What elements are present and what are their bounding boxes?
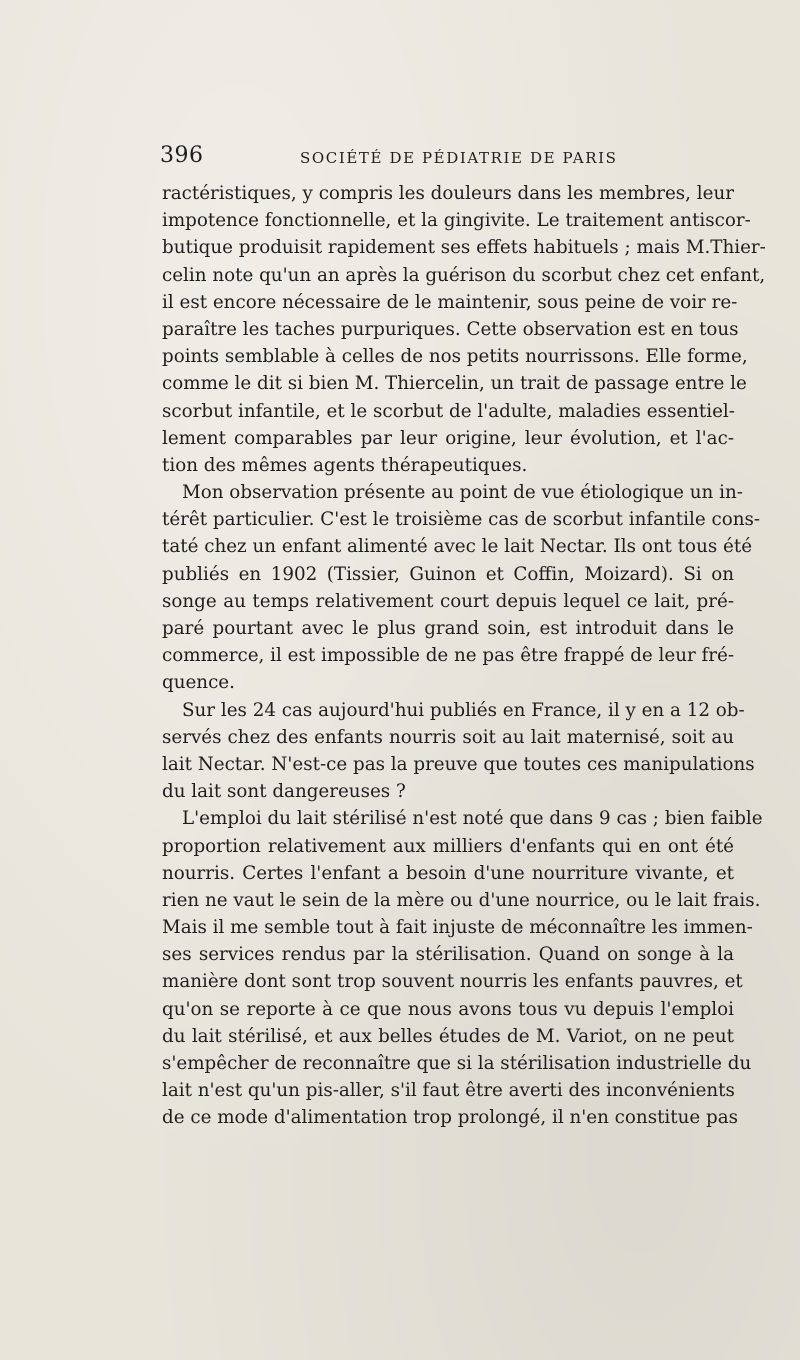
text-line: manière dont sont trop souvent nourris les enfants pauvres, et: [162, 971, 743, 993]
text-line: servés chez des enfants nourris soit au lait maternisé, soit au: [162, 726, 734, 748]
text-line: butique produisit rapidement ses effets habituels ; mais M.Thier-: [162, 237, 766, 259]
text-line: points semblable à celles de nos petits nourrissons. Elle forme,: [162, 346, 748, 368]
paragraph: [162, 805, 763, 1131]
text-line: ses services rendus par la stérilisation. Quand on songe à la: [162, 944, 734, 966]
text-line: commerce, il est impossible de ne pas être frappé de leur fré-: [162, 645, 735, 667]
text-line: térêt particulier. C'est le troisième cas de scorbut infantile cons-: [162, 509, 761, 531]
text-line: scorbut infantile, et le scorbut de l'adulte, maladies essentiel-: [162, 400, 735, 422]
text-line: Mon observation présente au point de vue étiologique un in-: [182, 482, 743, 504]
text-line: du lait sont dangereuses ?: [162, 781, 406, 803]
text-line: lait n'est qu'un pis-aller, s'il faut être averti des inconvénients: [162, 1080, 735, 1102]
text-line: du lait stérilisé, et aux belles études de M. Variot, on ne peut: [162, 1025, 734, 1047]
paragraph: [162, 180, 766, 479]
text-line: qu'on se reporte à ce que nous avons tous vu depuis l'emploi: [162, 998, 734, 1020]
text-line: Sur les 24 cas aujourd'hui publiés en France, il y en a 12 ob-: [182, 699, 745, 721]
page-header: [160, 143, 732, 173]
text-line: paré pourtant avec le plus grand soin, est introduit dans le: [162, 618, 734, 639]
text-line: tion des mêmes agents thérapeutiques.: [162, 454, 528, 476]
text-line: de ce mode d'alimentation trop prolongé, il n'en constitue pas: [162, 1107, 739, 1129]
text-line: Mais il me semble tout à fait injuste de méconnaître les immen-: [162, 917, 753, 939]
paragraph: [162, 479, 761, 697]
text-line: publiés en 1902 (Tissier, Guinon et Coffin, Moizard). Si on: [162, 563, 734, 585]
text-line: proportion relativement aux milliers d'enfants qui en ont été: [162, 835, 734, 857]
text-line: comme le dit si bien M. Thiercelin, un trait de passage entre le: [162, 373, 747, 395]
text-line: rien ne vaut le sein de la mère ou d'une nourrice, ou le lait frais.: [162, 889, 761, 911]
text-line: s'empêcher de reconnaître que si la stérilisation industrielle du: [162, 1053, 752, 1074]
text-line: lait Nectar. N'est-ce pas la preuve que toutes ces manipulations: [162, 753, 755, 775]
text-line: ractéristiques, y compris les douleurs dans les membres, leur: [162, 183, 734, 204]
text-line: songe au temps relativement court depuis lequel ce lait, pré-: [162, 590, 734, 612]
text-line: lement comparables par leur origine, leur évolution, et l'ac-: [162, 427, 734, 449]
text-line: paraître les taches purpuriques. Cette observation est en tous: [162, 318, 739, 340]
page-number: 396: [160, 143, 204, 168]
paragraph: [162, 697, 755, 806]
text-line: L'emploi du lait stérilisé n'est noté que dans 9 cas ; bien faible: [182, 808, 763, 830]
body-text: [162, 180, 766, 1132]
running-title: SOCIÉTÉ DE PÉDIATRIE DE PARIS: [300, 149, 618, 167]
text-line: impotence fonctionnelle, et la gingivite. Le traitement antiscor-: [162, 210, 751, 232]
text-line: celin note qu'un an après la guérison du scorbut chez cet enfant,: [162, 264, 766, 286]
text-line: nourris. Certes l'enfant a besoin d'une nourriture vivante, et: [162, 862, 734, 884]
text-line: taté chez un enfant alimenté avec le lait Nectar. Ils ont tous été: [162, 536, 753, 558]
text-line: il est encore nécessaire de le maintenir, sous peine de voir re-: [162, 291, 738, 313]
text-line: quence.: [162, 672, 235, 694]
